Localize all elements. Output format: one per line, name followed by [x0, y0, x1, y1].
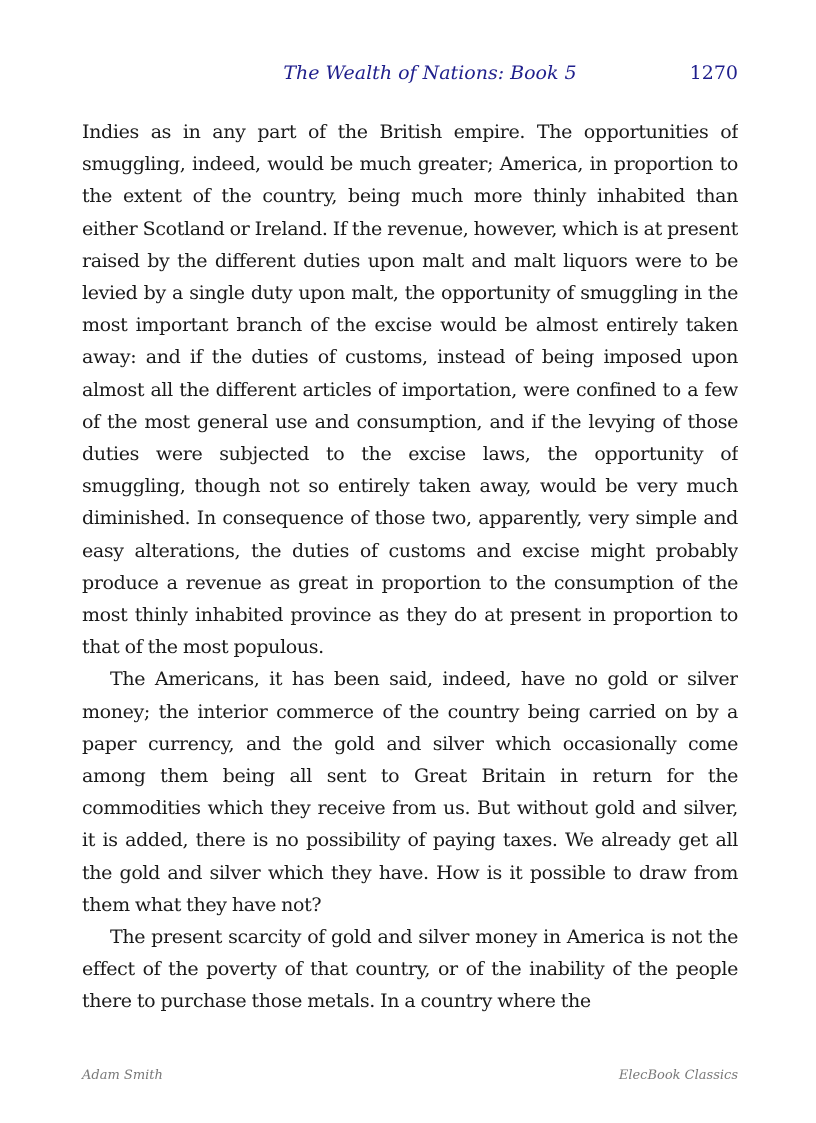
running-title: The Wealth of Nations: Book 5: [283, 62, 577, 84]
paragraph-continued: Indies as in any part of the British empire. The opportunities of smuggling, indeed, would be much greater; America, in proportion to the extent of the country, being much more thinly inhabited than either Scotland or Ireland. If the revenue, however, which is at present raised by the different duties upon malt and malt liquors were to be levied by a single duty upon malt, the opportunity of smuggling in the most important branch of the excise would be almost entirely taken away: and if the duties of customs, instead of being imposed upon almost all the different articles of importation, were confined to a few of the most general use and consumption, and if the levying of those duties were subjected to the excise laws, the opportunity of smuggling, though not so entirely taken away, would be very much diminished. In consequence of those two, apparently, very simple and easy alterations, the duties of customs and excise might probably produce a revenue as great in proportion to the consumption of the most thinly inhabited province as they do at present in proportion to that of the most populous.: [82, 121, 738, 659]
footer-publisher: ElecBook Classics: [618, 1068, 738, 1083]
page-header: [82, 62, 738, 92]
paragraph: The present scarcity of gold and silver money in America is not the effect of the poverty of that country, or of the inability of the people there to purchase those metals. In a country where the: [82, 926, 738, 1013]
footer-author: Adam Smith: [82, 1068, 163, 1083]
page-number: 1270: [689, 62, 738, 84]
page-footer: [82, 1068, 738, 1088]
paragraph: The Americans, it has been said, indeed, have no gold or silver money; the interior commerce of the country being carried on by a paper currency, and the gold and silver which occasionally come among them being all sent to Great Britain in return for the commodities which they receive from us. But without gold and silver, it is added, there is no possibility of paying taxes. We already get all the gold and silver which they have. How is it possible to draw from them what they have not?: [82, 668, 738, 916]
body-text: [82, 116, 738, 1052]
